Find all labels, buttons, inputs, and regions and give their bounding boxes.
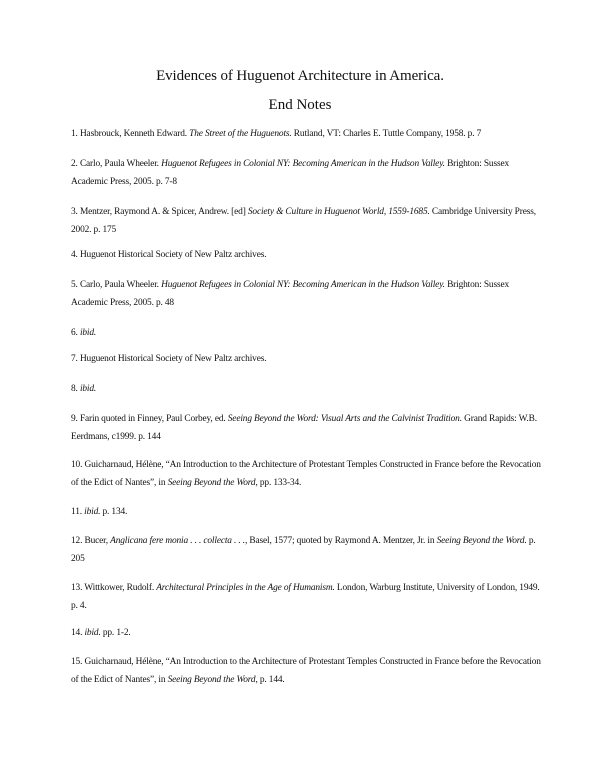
end-note: 13. Wittkower, Rudolf. Architectural Principles in the Age of Humanism. London, Warburg Institute, University of London, 1949. p. 4.	[71, 583, 540, 611]
end-note: 9. Farin quoted in Finney, Paul Corbey, ed. Seeing Beyond the Word: Visual Arts and the Calvinist Tradition. Grand Rapids: W.B. Eerdmans, c1999. p. 144	[71, 414, 537, 442]
page-subtitle: End Notes	[268, 97, 332, 113]
end-note: 6. ibid.	[71, 328, 97, 338]
end-note: 12. Bucer, Anglicana fere monia . . . collecta . . ., Basel, 1577; quoted by Raymond A. Mentzer, Jr. in Seeing Beyond the Word. p. 205	[71, 536, 536, 564]
end-note: 14. ibid. pp. 1-2.	[71, 628, 131, 638]
end-note: 15. Guicharnaud, Hélène, “An Introduction to the Architecture of Protestant Temples Constructed in France before the Revocation of the Edict of Nantes”, in Seeing Beyond the Word, p. 144.	[71, 657, 541, 685]
page-title: Evidences of Huguenot Architecture in America.	[156, 68, 444, 84]
end-note: 4. Huguenot Historical Society of New Paltz archives.	[71, 250, 267, 260]
end-note: 8. ibid.	[71, 384, 97, 394]
end-note: 3. Mentzer, Raymond A. & Spicer, Andrew. [ed] Society & Culture in Huguenot World, 1559-1685. Cambridge University Press, 2002. p. 175	[71, 207, 536, 235]
end-note: 1. Hasbrouck, Kenneth Edward. The Street of the Huguenots. Rutland, VT: Charles E. Tuttle Company, 1958. p. 7	[71, 129, 482, 139]
end-note: 7. Huguenot Historical Society of New Paltz archives.	[71, 354, 267, 364]
end-note: 5. Carlo, Paula Wheeler. Huguenot Refugees in Colonial NY: Becoming American in the Hudson Valley. Brighton: Sussex Academic Press, 2005. p. 48	[71, 280, 509, 308]
end-note: 2. Carlo, Paula Wheeler. Huguenot Refugees in Colonial NY: Becoming American in the Hudson Valley. Brighton: Sussex Academic Press, 2005. p. 7-8	[71, 159, 509, 187]
end-note: 11. ibid. p. 134.	[71, 507, 128, 517]
end-note: 10. Guicharnaud, Hélène, “An Introduction to the Architecture of Protestant Temples Constructed in France before the Revocation of the Edict of Nantes”, in Seeing Beyond the Word, pp. 133-34.	[71, 460, 541, 488]
